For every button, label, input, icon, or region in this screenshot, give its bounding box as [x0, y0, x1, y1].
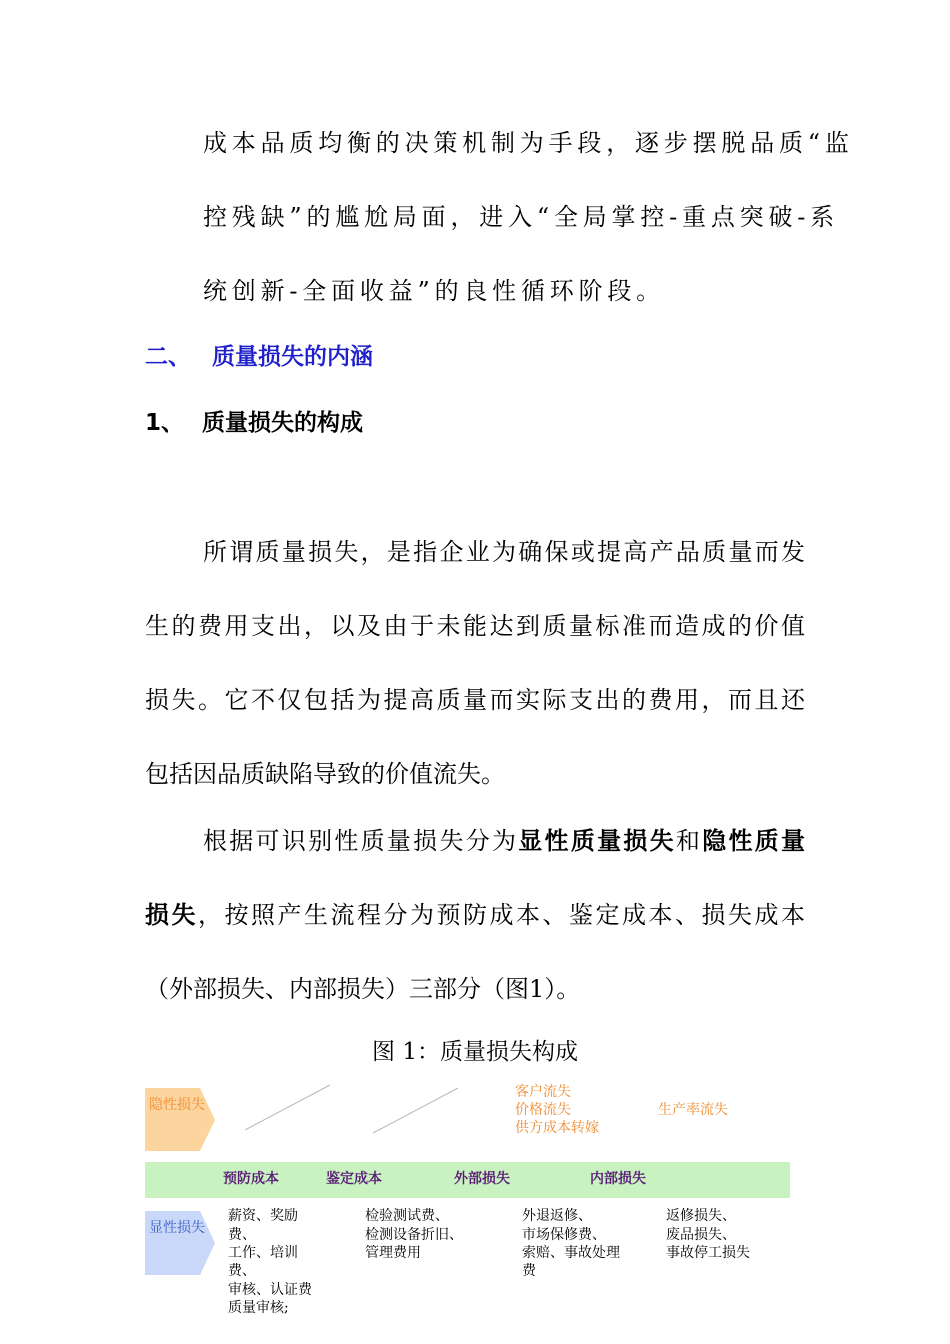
definition-line-2: 生的费用支出，以及由于未能达到质量标准而造成的价值 — [145, 612, 805, 640]
intro-line-1: 成本品质均衡的决策机制为手段，逐步摆脱品质“监 — [203, 129, 854, 157]
explicit-col3-line2: 市场保修费、 — [522, 1227, 606, 1243]
section-number: 二、 — [145, 344, 191, 370]
classification-prefix: 根据可识别性质量损失分为 — [203, 827, 519, 855]
explicit-loss-label: 显性损失 — [149, 1220, 205, 1236]
explicit-loss-term: 显性质量损失 — [518, 826, 676, 855]
hidden-loss-term-part1: 隐性质量 — [702, 826, 806, 855]
explicit-col3-line3: 索赔、事故处理 — [522, 1245, 620, 1261]
figure-caption: 图 1：质量损失构成 — [372, 1039, 578, 1065]
explicit-col1-line3: 工作、培训 — [228, 1245, 298, 1261]
intro-line-3: 统创新-全面收益”的良性循环阶段。 — [203, 277, 665, 305]
explicit-col2-line1: 检验测试费、 — [365, 1208, 449, 1224]
hidden-item-productivity-loss: 生产率流失 — [658, 1102, 728, 1118]
divider-line-1 — [245, 1085, 330, 1130]
explicit-col2-line3: 管理费用 — [365, 1245, 421, 1261]
divider-line-2 — [373, 1088, 458, 1133]
hidden-loss-label: 隐性损失 — [149, 1097, 205, 1113]
explicit-col1-line5: 审核、认证费 — [228, 1282, 312, 1298]
explicit-col1-line1: 薪资、奖励 — [228, 1208, 298, 1224]
explicit-col4-line3: 事故停工损失 — [666, 1245, 750, 1261]
section-title: 质量损失的内涵 — [212, 344, 373, 370]
subsection-number: 1、 — [145, 410, 185, 436]
explicit-col2-line2: 检测设备折旧、 — [365, 1227, 463, 1243]
explicit-col3-line1: 外退返修、 — [522, 1208, 592, 1224]
category-appraisal: 鉴定成本 — [326, 1171, 382, 1187]
category-prevention: 预防成本 — [223, 1171, 279, 1187]
definition-line-1: 所谓质量损失，是指企业为确保或提高产品质量而发 — [203, 538, 805, 566]
explicit-col4-line2: 废品损失、 — [666, 1227, 736, 1243]
explicit-col1-line4: 费、 — [228, 1263, 256, 1279]
explicit-col1-line6: 质量审核; — [228, 1300, 289, 1316]
hidden-item-price-loss: 价格流失 — [515, 1102, 571, 1118]
definition-line-3: 损失。它不仅包括为提高质量而实际支出的费用，而且还 — [145, 686, 805, 714]
explicit-col3-line4: 费 — [522, 1263, 536, 1279]
intro-line-2: 控残缺”的尴尬局面，进入“全局掌控-重点突破-系 — [203, 203, 839, 231]
classification-suffix: ，按照产生流程分为预防成本、鉴定成本、损失成本 — [198, 901, 805, 929]
subsection-title: 质量损失的构成 — [202, 410, 363, 436]
explicit-col4-line1: 返修损失、 — [666, 1208, 736, 1224]
category-internal-loss: 内部损失 — [590, 1171, 646, 1187]
definition-line-4: 包括因品质缺陷导致的价值流失。 — [145, 760, 505, 788]
explicit-col1-line2: 费、 — [228, 1227, 256, 1243]
hidden-item-supplier-cost: 供方成本转嫁 — [515, 1120, 599, 1136]
classification-and: 和 — [675, 827, 703, 855]
hidden-loss-term-part2: 损失 — [145, 900, 198, 929]
hidden-item-customer-loss: 客户流失 — [515, 1084, 571, 1100]
category-external-loss: 外部损失 — [454, 1171, 510, 1187]
classification-line-3: （外部损失、内部损失）三部分（图1）。 — [145, 975, 581, 1003]
